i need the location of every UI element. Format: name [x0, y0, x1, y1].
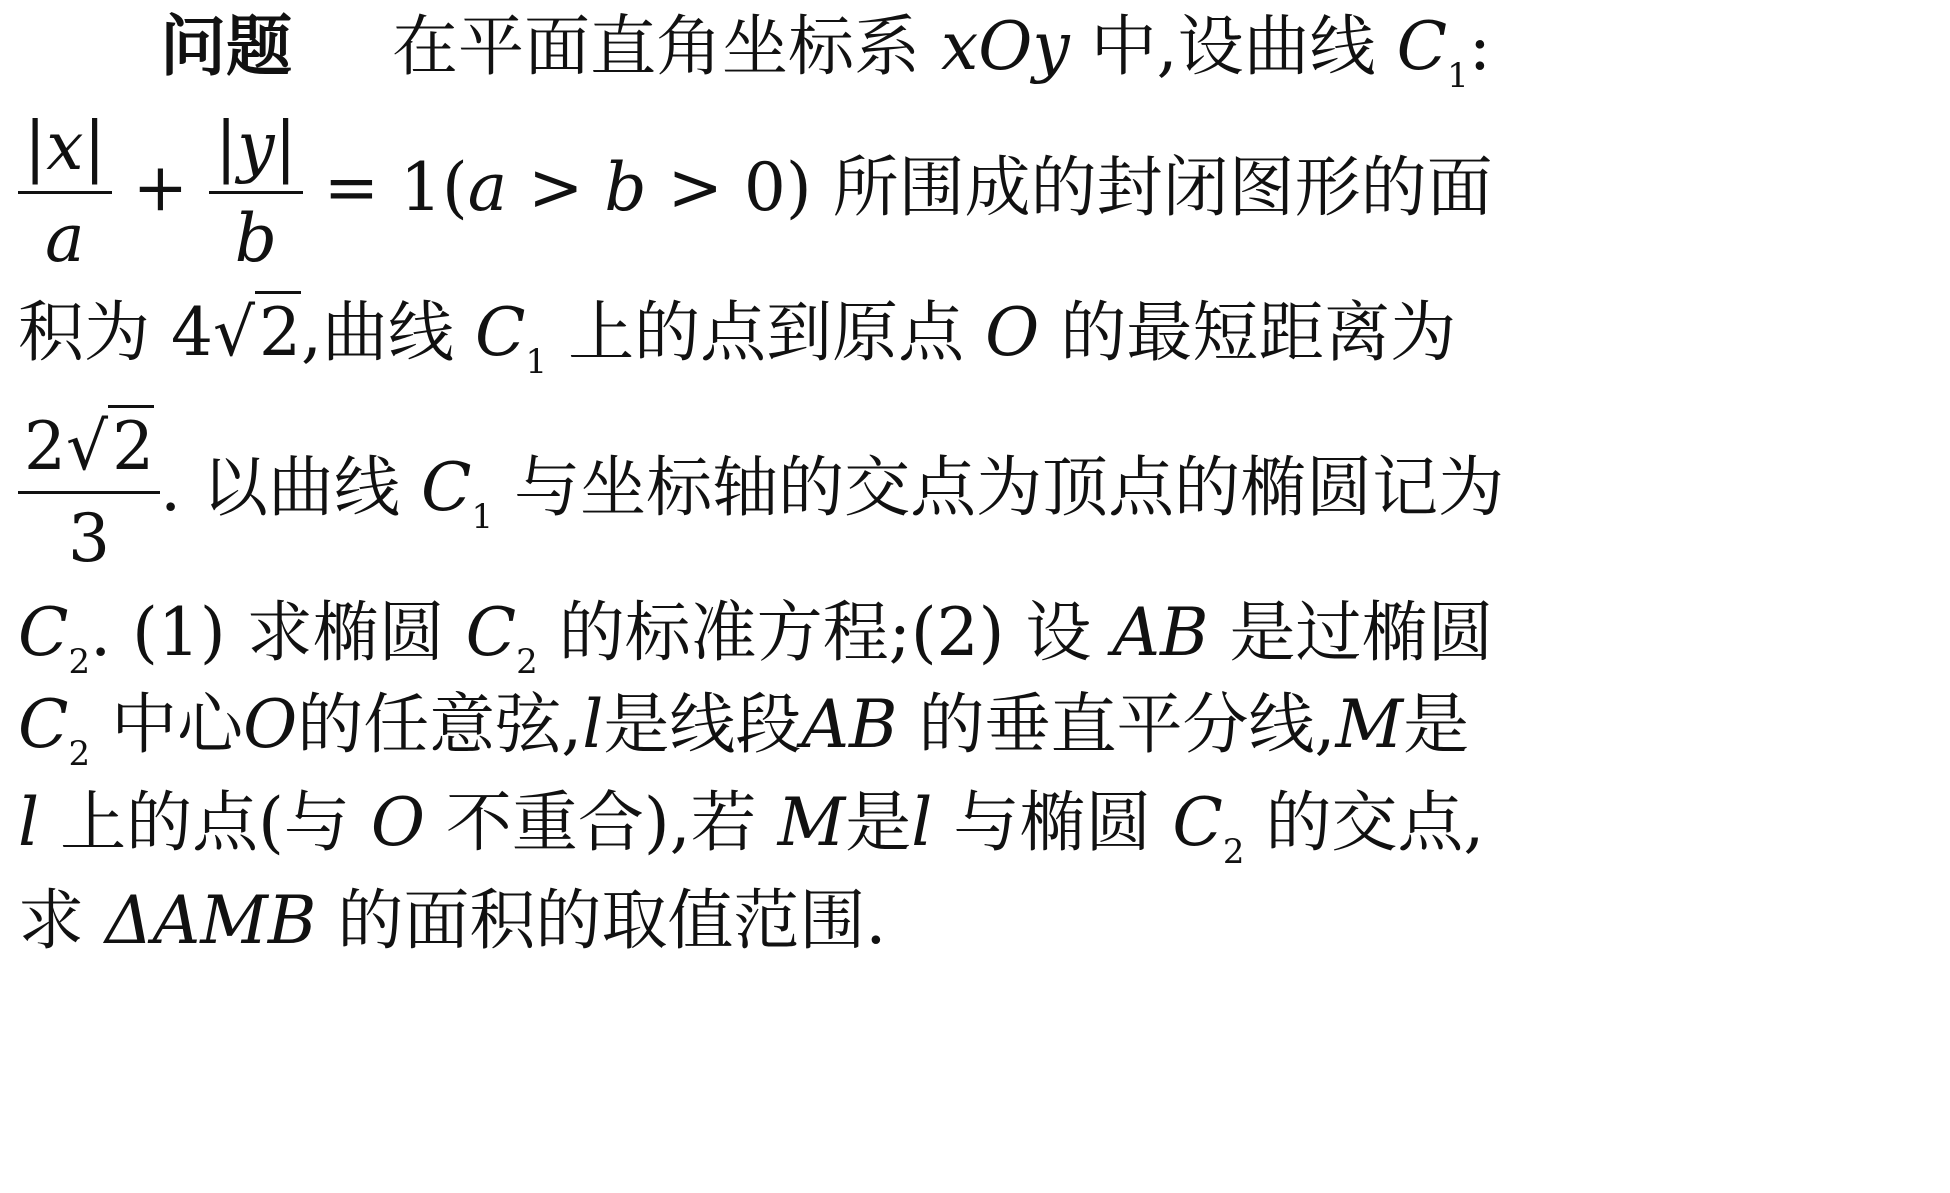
math-sub: 2 [68, 642, 91, 682]
sqrt-icon: √ [212, 294, 256, 371]
problem-line-6 [18, 686, 1936, 774]
math-gt: > [507, 148, 605, 226]
math-var-C: C [475, 294, 526, 371]
math-cond-end: > 0) [646, 148, 812, 226]
fraction-denominator: 3 [68, 500, 111, 578]
text-segment: 是线段 [603, 686, 802, 763]
sqrt-radicand: 2 [255, 291, 301, 371]
math-var-O: O [985, 294, 1040, 371]
math-sub: 2 [1222, 832, 1245, 872]
math-sub: 2 [516, 642, 538, 682]
text-segment: 的垂直平分线, [918, 686, 1336, 763]
text-segment: 是 [845, 784, 912, 861]
text-segment: 上的点(与 [60, 784, 350, 861]
text-segment: 中,设曲线 [1090, 8, 1376, 85]
text-segment: 求 [18, 882, 84, 959]
math-var-a: a [467, 148, 508, 226]
math-sub: 1 [525, 342, 548, 382]
text-segment: . 以曲线 [160, 448, 401, 526]
text-segment: 在平面直角坐标系 [392, 8, 920, 85]
math-coeff: 2 [24, 408, 66, 485]
text-segment: 的交点, [1265, 784, 1485, 861]
fraction-denominator: a [45, 200, 85, 278]
text-segment: 不重合),若 [445, 784, 757, 861]
math-triangle-AMB: ΔAMB [104, 882, 317, 959]
math-sub: 1 [471, 496, 494, 537]
fraction-bar [209, 191, 303, 194]
text-segment: 是 [1403, 686, 1470, 763]
text-segment: 积为 [18, 294, 150, 371]
math-var-C: C [465, 594, 517, 671]
math-colon: : [1468, 8, 1491, 85]
sqrt-radicand: 2 [108, 405, 154, 485]
problem-line-3 [18, 294, 1936, 382]
text-segment: 上的点到原点 [568, 294, 965, 371]
sqrt-expression [212, 294, 302, 371]
text-segment: . (1) 求椭圆 [90, 594, 445, 671]
text-segment: 与椭圆 [953, 784, 1152, 861]
math-plus: + [132, 148, 188, 226]
math-var-xOy: xOy [940, 8, 1070, 85]
problem-line-1 [160, 8, 1950, 96]
fraction-numerator: |y| [214, 108, 297, 185]
problem-line-2 [18, 108, 1936, 278]
fraction-bar [18, 491, 160, 494]
math-var-C: C [18, 594, 69, 671]
math-var-O: O [243, 686, 298, 763]
fraction-x-over-a [18, 108, 112, 278]
problem-line-5 [18, 594, 1936, 682]
problem-heading: 问题 [160, 8, 292, 85]
math-var-O: O [370, 784, 425, 861]
problem-line-7 [18, 784, 1936, 872]
math-coeff: 4 [170, 294, 213, 371]
math-var-M: M [1335, 686, 1404, 763]
problem-line-4 [18, 408, 1936, 578]
math-var-C: C [18, 686, 69, 763]
fraction-denominator: b [234, 200, 277, 278]
math-var-l: l [18, 784, 40, 861]
math-var-AB: AB [801, 686, 898, 763]
text-segment: 的面积的取值范围. [337, 882, 887, 959]
text-segment: 中心 [111, 686, 244, 763]
text-segment: ,曲线 [301, 294, 455, 371]
sqrt-expression [66, 408, 155, 485]
text-segment: 所围成的封闭图形的面 [832, 148, 1493, 226]
problem-line-8 [18, 882, 1936, 959]
fraction-numerator [18, 408, 160, 485]
fraction-distance [18, 408, 160, 578]
math-var-M: M [777, 784, 846, 861]
math-var-AB: AB [1112, 594, 1209, 671]
math-var-C: C [1396, 8, 1448, 85]
math-var-l: l [582, 686, 604, 763]
text-segment: 与坐标轴的交点为顶点的椭圆记为 [514, 448, 1505, 526]
math-var-C: C [1172, 784, 1223, 861]
text-segment: 的任意弦, [297, 686, 583, 763]
fraction-bar [18, 191, 112, 194]
math-equals: = 1( [323, 148, 468, 226]
fraction-y-over-b [209, 108, 303, 278]
text-segment: 是过椭圆 [1229, 594, 1494, 671]
fraction-numerator: |x| [24, 108, 106, 185]
math-sub: 2 [68, 734, 91, 774]
text-segment: 的最短距离为 [1060, 294, 1457, 371]
math-var-b: b [604, 148, 647, 226]
text-segment: 的标准方程;(2) 设 [558, 594, 1092, 671]
sqrt-icon: √ [66, 408, 109, 485]
math-var-l: l [911, 784, 933, 861]
math-var-C: C [421, 448, 472, 526]
math-sub: 1 [1447, 56, 1469, 96]
